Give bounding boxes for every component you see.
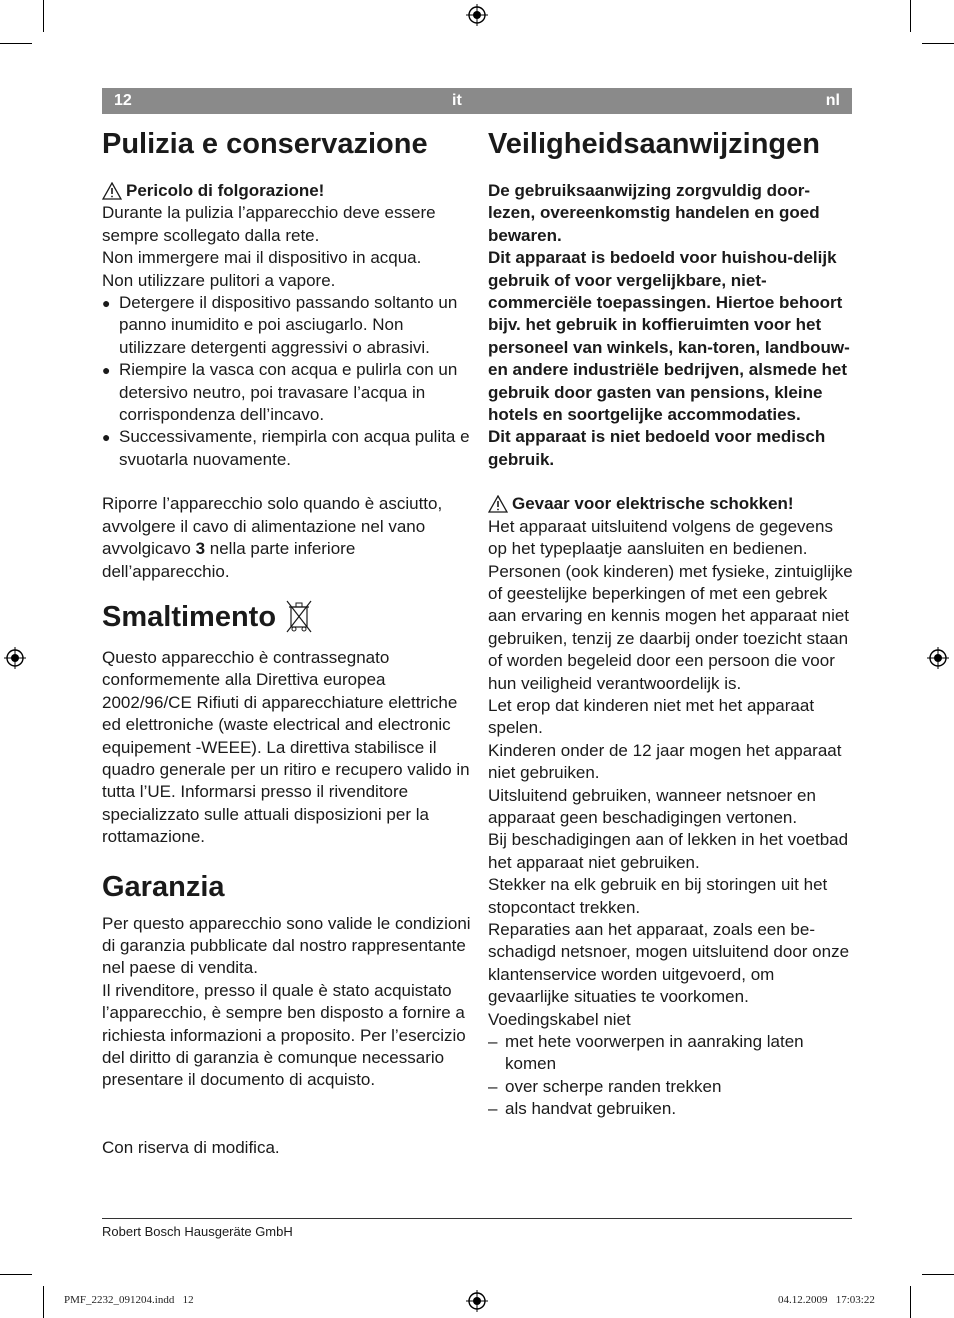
storage-text-part: Riporre l’apparecchio solo quando è asciutto, avvolgere il cavo di alimentazione nel vano avvolgicavo [102,494,443,559]
crop-mark [922,1274,954,1275]
warning-text: Durante la pulizia l’apparecchio deve essere sempre scollegato dalla rete. [102,203,436,245]
page-header-bar [102,88,852,114]
safety-text: Uitsluitend gebruiken, wanneer netsnoer en apparaat geen beschadigingen vertonen. [488,785,816,827]
warning-heading [102,180,472,202]
section-title-disposal [102,597,472,637]
list-item: – als handvat gebruiken. [488,1098,854,1120]
footer-company: Robert Bosch Hausgeräte GmbH [102,1224,293,1239]
safety-bold-text: Dit apparaat is bedoeld voor huishou-delijk gebruik of voor vergelijkbare, niet-commerciële toepassingen. Hiertoe behoort bijv. het gebruik in koffieruimten voor het personeel van winkels, kan-toren, landbouw- en andere industriële bedrijven, alsmede het gebruik door gasten van pensions, kleine hotels en soortgelijke accommodaties. [488,248,850,425]
page-number: 12 [114,92,132,109]
list-item: – met hete voorwerpen in aanraking laten komen [488,1031,854,1076]
safety-text: Bij beschadigingen aan of lekken in het voetbad het apparaat niet gebruiken. [488,830,849,872]
list-item: – over scherpe randen trekken [488,1076,854,1098]
registration-mark-icon [4,647,26,669]
crop-mark [43,1286,44,1318]
warning-heading [488,493,854,515]
left-column [102,124,472,1159]
language-label-it: it [452,92,462,109]
warning-text: Non immergere mai il dispositivo in acqua. [102,248,422,268]
safety-text: Personen (ook kinderen) met fysieke, zintuiglijke of geestelijke beperkingen of met een gebrek aan ervaring en kennis mogen het apparaat niet gebruiken, tenzij ze daarbij onder toezicht staan of worden begeleid door een persoon die voor hun veiligheid verantwoordelijk is. [488,561,853,693]
footer-divider [102,1218,852,1219]
registration-mark-icon [466,1290,488,1312]
section-title-warranty: Garanzia [102,870,225,903]
list-item: ● Detergere il dispositivo passando soltanto un panno inumidito e poi asciugarlo. Non utilizzare detergenti aggressivi o abrasivi. [102,292,472,359]
warning-title: Gevaar voor elektrische schokken! [512,494,794,514]
warning-title: Pericolo di folgorazione! [126,181,325,200]
cord-warning-list [488,1031,854,1121]
print-slug-file: PMF_2232_091204.indd 12 [64,1294,194,1306]
safety-text: Kinderen onder de 12 jaar mogen het apparaat niet gebruiken. [488,740,842,783]
list-item: ● Successivamente, riempirla con acqua pulita e svuotarla nuovamente. [102,426,472,471]
crop-mark [922,43,954,44]
right-column [488,124,854,1121]
print-slug-date: 04.12.2009 17:03:22 [778,1294,875,1306]
safety-text: Het apparaat uitsluitend volgens de gegevens op het typeplaatje aansluiten en bedienen. [488,516,833,559]
crop-mark [910,1286,911,1318]
crop-mark [910,0,911,32]
section-title-safety: Veiligheidsaanwijzingen [488,128,820,160]
list-item: ● Riempire la vasca con acqua e pulirla con un detersivo neutro, poi travasare l’acqua in corrispondenza dell’incavo. [102,359,472,426]
safety-bold-text: Dit apparaat is niet bedoeld voor medisch gebruik. [488,427,826,469]
crop-mark [0,43,32,44]
safety-text: Voedingskabel niet [488,1009,631,1029]
registration-mark-icon [466,4,488,26]
storage-text-part: nella parte inferiore dell’apparecchio. [102,539,356,581]
disposal-title-text: Smaltimento [102,600,277,633]
cleaning-steps-list [102,292,472,471]
safety-text: Stekker na elk gebruik en bij storingen uit het stopcontact trekken. [488,875,828,917]
warranty-text: Il rivenditore, presso il quale è stato acquistato l’apparecchio, è sempre ben disposto a fornire a richiesta informazioni a proposito. Per l’esercizio del diritto di garanzia è comunque necessario presentare il documento di acquisto. [102,980,466,1090]
safety-text: Reparaties aan het apparaat, zoals een be-schadigd netsnoer, mogen uitsluitend door onze klantenservice worden uitgevoerd, om gevaarlijke situaties te voorkomen. [488,920,850,1007]
storage-text [102,493,472,583]
crop-mark [0,1274,32,1275]
disposal-text: Questo apparecchio è contrassegnato conformemente alla Direttiva europea 2002/96/CE Rifiuti di apparecchiature elettriche ed elettroniche (waste electrical and electronic equipement -WEEE). La direttiva stabilisce il quadro generale per un ritiro e recupero valido in tutta l’UE. Informarsi presso il rivenditore specializzato sulle attuali disposizioni per la rottamazione. [102,647,470,847]
crossed-bin-icon [284,598,314,636]
registration-mark-icon [927,647,949,669]
warranty-text: Per questo apparecchio sono valide le condizioni di garanzia pubblicate dal nostro rappresentante nel paese di vendita. [102,913,471,978]
crop-mark [43,0,44,32]
safety-bold-text: De gebruiksaanwijzing zorgvuldig door-lezen, overeenkomstig handelen en goed bewaren. [488,181,820,245]
warning-triangle-icon [102,182,122,200]
language-label-nl: nl [825,92,840,109]
safety-text: Let erop dat kinderen niet met het apparaat spelen. [488,695,815,738]
revision-note: Con riserva di modifica. [102,1137,280,1157]
section-title-cleaning: Pulizia e conservazione [102,128,428,160]
storage-part-number: 3 [195,539,206,559]
warning-triangle-icon [488,495,508,513]
warning-text: Non utilizzare pulitori a vapore. [102,270,336,290]
